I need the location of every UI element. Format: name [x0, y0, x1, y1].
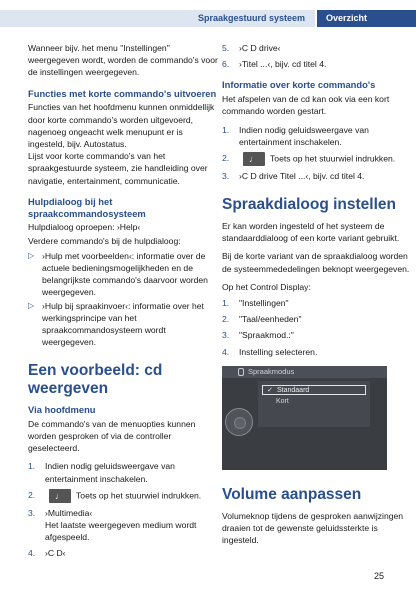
screen-title: Spraakmodus [248, 366, 295, 376]
list-item: 2. ♩ Toets op het stuurwiel indrukken. [28, 489, 202, 501]
heading-short-commands: Functies met korte commando's uitvoeren [28, 87, 217, 99]
triangle-bullet-icon: ▷ [28, 300, 35, 310]
heading-help-dialog: Hulpdialoog bij het spraakcommandosysteem [28, 195, 146, 219]
heading-volume: Volume aanpassen [222, 485, 362, 503]
dialog-steps [222, 297, 412, 358]
functions-paragraph: Functies van het hoofdmenu kunnen onmiddellijk door korte commando's worden uitgevoerd, nagenoeg ongeacht welk menupunt er is ingesteld, bijv. Autostatus. [28, 102, 215, 149]
list-item: ▷ ›Hulp bij spraakinvoer‹: informatie over het werkingsprincipe van het spraakcommandosysteem wordt weergegeven. [28, 300, 204, 348]
list-item: 5. ›C D drive‹ [222, 43, 281, 53]
list-item: 3. ›C D drive Titel ...‹, bijv. cd titel 4. [222, 170, 365, 181]
running-header-tab: Overzicht [317, 10, 416, 27]
list-item: 3. ›Multimedia‹ Het laatste weergegeven medium wordt afgespeeld. [28, 507, 197, 543]
control-display-screenshot [222, 366, 387, 470]
running-header-section: Spraakgestuurd systeem [0, 10, 315, 27]
controller-knob-icon [225, 408, 253, 436]
example-steps [28, 460, 218, 559]
example-steps-continued [222, 42, 412, 70]
short-paragraph: Het afspelen van de cd kan ook via een kort commando worden gestart. [222, 94, 390, 117]
dialog-paragraph-2: Bij de korte variant van de spraakdialoog worden de systeemmededelingen beknopt weergegeven. [222, 251, 410, 274]
option-standard: ✓ Standaard [262, 385, 366, 395]
list-item: 6. ›Titel ...‹, bijv. cd titel 4. [222, 59, 327, 70]
help-call: Hulpdialoog oproepen: ›Help‹ [28, 222, 141, 233]
voice-button-icon: ♩ [49, 489, 71, 503]
volume-paragraph: Volumeknop tijdens de gesproken aanwijzingen draaien tot de gewenste geluidssterkte is ingesteld. [222, 510, 404, 546]
dialog-paragraph-3: Op het Control Display: [222, 281, 311, 292]
triangle-bullet-icon: ▷ [28, 250, 35, 260]
heading-short-info: Informatie over korte commando's [222, 79, 376, 91]
mainmenu-paragraph: De commando's van de menuopties kunnen worden gesproken of via de controller geselecteerd. [28, 418, 196, 454]
list-paragraph: Lijst voor korte commando's van het spraakgestuurde systeem, zie handleiding over navigatie, entertainment, communicatie. [28, 151, 208, 186]
list-item: 1. Indien nodig geluidsweergave van entertainment inschakelen. [222, 124, 369, 147]
help-more: Verdere commando's bij de hulpdialoog: [28, 236, 181, 247]
left-column [28, 42, 218, 566]
heading-example: Een voorbeeld: cd weergeven [28, 362, 163, 398]
intro-paragraph: Wanneer bijv. het menu "Instellingen" weergegeven wordt, worden de commando's voor de instellingen weergegeven. [28, 43, 218, 78]
short-steps [222, 124, 412, 183]
option-short: Kort [276, 397, 289, 405]
heading-main-menu: Via hoofdmenu [28, 403, 96, 415]
list-item: 1. Indien nodig geluidsweergave van entertainment inschakelen. [28, 461, 175, 484]
list-item: 1. "Instellingen" [222, 298, 289, 308]
help-list [28, 250, 218, 349]
page-number: 25 [374, 571, 385, 581]
list-item: ▷ ›Hulp met voorbeelden‹: informatie over de actuele bedieningsmogelijkheden en de belangrijkste commando's daarvoor worden weergegeven. [28, 250, 208, 298]
heading-dialog-settings: Spraakdialoog instellen [222, 196, 396, 214]
voice-button-icon: ♩ [243, 152, 265, 166]
right-column [222, 42, 412, 552]
list-item: 3. "Spraakmod.:" [222, 330, 294, 341]
list-item: 4. Instelling selecteren. [222, 346, 318, 357]
speech-mode-icon [238, 368, 244, 376]
list-item: 2. ♩ Toets op het stuurwiel indrukken. [222, 152, 396, 164]
dialog-paragraph-1: Er kan worden ingesteld of het systeem de standaarddialoog of een korte variant gebruikt. [222, 220, 400, 244]
list-item: 4. ›C D‹ [28, 548, 66, 559]
list-item: 2. "Taal/eenheden" [222, 314, 302, 325]
screen-title-bar [222, 366, 387, 378]
checkmark-icon: ✓ [267, 386, 273, 394]
